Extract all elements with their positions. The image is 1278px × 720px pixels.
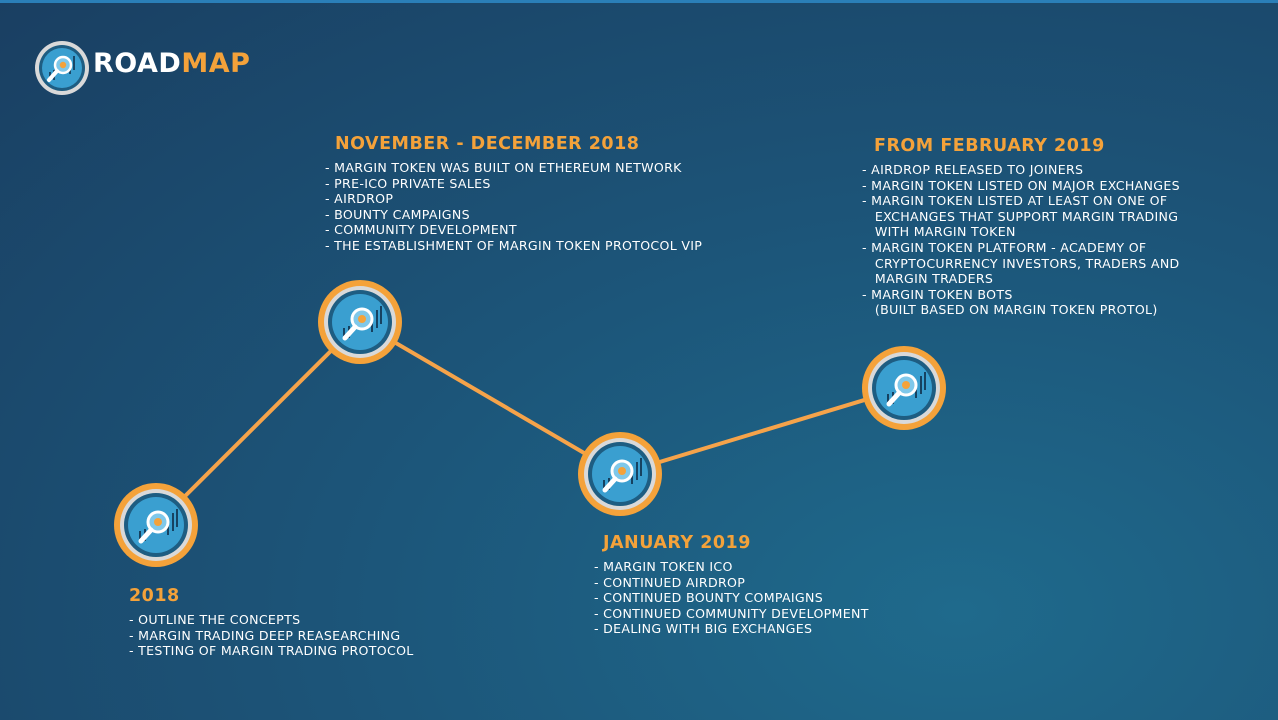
milestone-item: - AIRDROP RELEASED TO JOINERS [862,162,1084,177]
milestone-item: - MARGIN TOKEN LISTED AT LEAST ON ONE OF [862,193,1168,209]
roadmap-line [156,322,904,525]
milestone-item: CRYPTOCURRENCY INVESTORS, TRADERS AND [862,255,1180,271]
milestone-items [129,612,414,659]
milestone-items [325,160,702,254]
milestone-items [862,162,1180,318]
milestone-item: - MARGIN TOKEN BOTS [862,286,1013,302]
milestone-item: - PRE-ICO PRIVATE SALES [325,175,491,191]
milestone-title: 2018 [129,586,180,606]
milestone-nov-dec-2018 [325,134,702,254]
milestone-item: - AIRDROP [325,191,394,207]
milestone-item: - DEALING WITH BIG EXCHANGES [594,621,813,637]
node-icon-feb-2019 [862,346,946,430]
node-icon-jan-2019 [578,432,662,516]
milestone-item: - CONTINUED BOUNTY COMPAIGNS [594,590,823,606]
milestone-title: JANUARY 2019 [603,533,751,553]
milestone-jan-2019 [594,533,869,637]
milestone-item: - MARGIN TRADING DEEP REASEARCHING [129,627,401,643]
milestone-item: (BUILT BASED ON MARGIN TOKEN PROTOL) [862,302,1158,318]
milestone-item: - BOUNTY CAMPAIGNS [325,206,470,222]
milestone-title: FROM FEBRUARY 2019 [874,136,1105,156]
milestone-item: MARGIN TRADERS [862,271,994,287]
milestone-2018 [129,586,414,659]
milestone-item: - CONTINUED COMMUNITY DEVELOPMENT [594,605,869,621]
milestone-item: - COMMUNITY DEVELOPMENT [325,222,517,238]
milestone-item: - MARGIN TOKEN ICO [594,559,733,574]
milestone-item: - MARGIN TOKEN PLATFORM - ACADEMY OF [862,239,1147,255]
milestone-item: - CONTINUED AIRDROP [594,574,746,590]
milestone-feb-2019 [862,136,1180,318]
milestone-item: WITH MARGIN TOKEN [862,224,1016,240]
milestone-item: - THE ESTABLISHMENT OF MARGIN TOKEN PROTOCOL VIP [325,237,703,253]
milestone-title: NOVEMBER - DECEMBER 2018 [335,134,640,154]
milestone-item: - TESTING OF MARGIN TRADING PROTOCOL [129,643,414,659]
milestone-item: EXCHANGES THAT SUPPORT MARGIN TRADING [862,208,1179,224]
brand-title-part1: ROAD [93,48,182,79]
brand-title-part2: MAP [181,48,251,79]
milestone-item: - MARGIN TOKEN LISTED ON MAJOR EXCHANGES [862,177,1180,193]
milestone-items [594,559,869,637]
node-icon-2018 [114,483,198,567]
milestone-item: - MARGIN TOKEN WAS BUILT ON ETHEREUM NETWORK [325,160,682,175]
node-icon-nov-dec-2018 [318,280,402,364]
milestone-item: - OUTLINE THE CONCEPTS [129,612,301,627]
